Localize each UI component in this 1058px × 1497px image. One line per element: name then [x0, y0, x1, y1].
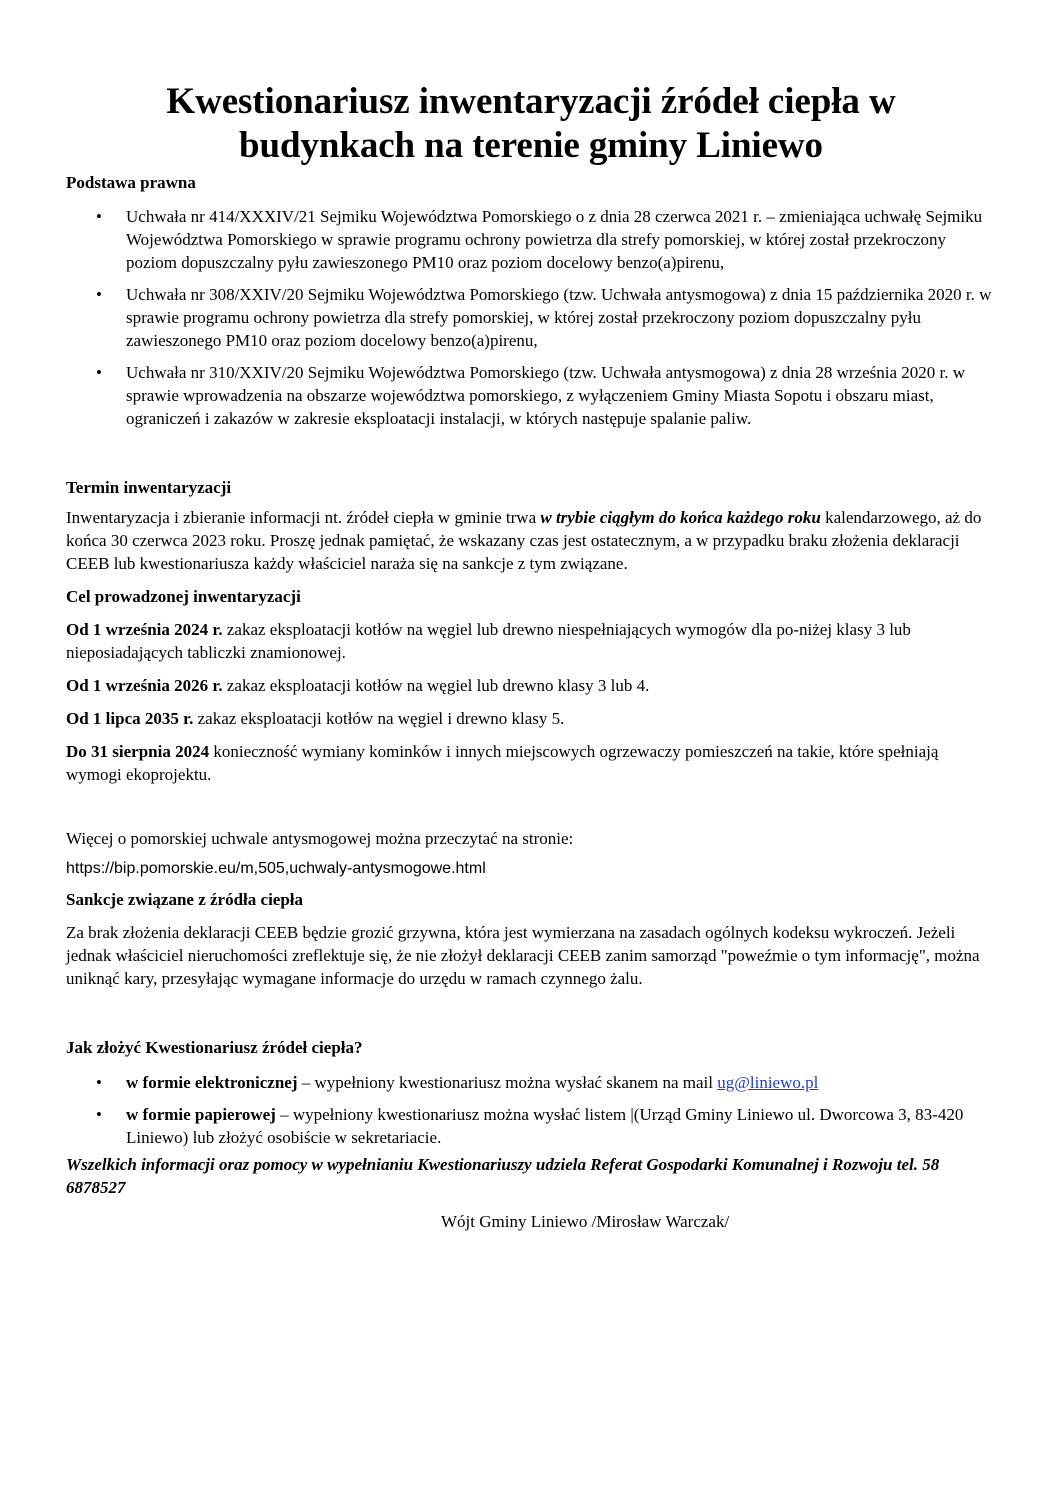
list-item: • Uchwała nr 310/XXIV/20 Sejmiku Województwa Pomorskiego (tzw. Uchwała antysmogowa) z dnia 28 września 2020 r. w sprawie wprowadzenia na obszarze województwa pomorskiego, z wyłączeniem Gminy Miasta Sopotu i obszaru miast, ograniczeń i zakazów w zakresie eksploatacji instalacji, w których następuje spalanie paliw.	[96, 363, 966, 428]
goal-heading: Cel prowadzonej inwentaryzacji	[66, 587, 301, 606]
term-paragraph: Inwentaryzacja i zbieranie informacji nt. źródeł ciepła w gminie trwa w trybie ciągłym do końca każdego roku kalendarzowego, aż do końca 30 czerwca 2023 roku. Proszę jednak pamiętać, że wskazany czas jest ostatecznym, a w przypadku braku złożenia deklaracji CEEB lub kwestionariusza każdy właściciel naraża się na sankcje z tym związane.	[66, 508, 982, 573]
goal-item: Od 1 lipca 2035 r. zakaz eksploatacji kotłów na węgiel i drewno klasy 5.	[66, 709, 565, 728]
legal-basis-list	[66, 205, 996, 430]
document-page	[66, 80, 996, 1233]
goal-item: Do 31 sierpnia 2024 konieczność wymiany kominków i innych miejscowych ogrzewaczy pomieszczeń na takie, które spełniają wymogi ekoprojektu.	[66, 742, 939, 784]
term-heading: Termin inwentaryzacji	[66, 478, 232, 497]
bullet-icon: •	[96, 1073, 102, 1092]
howto-heading: Jak złożyć Kwestionariusz źródeł ciepła?	[66, 1038, 363, 1057]
howto-list	[66, 1071, 996, 1149]
list-item: • w formie elektronicznej – wypełniony kwestionariusz można wysłać skanem na mail ug@liniewo.pl	[96, 1073, 819, 1092]
sanctions-paragraph: Za brak złożenia deklaracji CEEB będzie grozić grzywna, która jest wymierzana na zasadach ogólnych kodeksu wykroczeń. Jeżeli jednak właściciel nieruchomości zreflektuje się, że nie złożył deklaracji CEEB zanim samorząd "poweźmie o tym informację", można uniknąć kary, przesyłając wymagane informacje do urzędu w ramach czynnego żalu.	[66, 923, 980, 988]
goal-item: Od 1 września 2024 r. zakaz eksploatacji kotłów na węgiel lub drewno niespełniających wymogów dla po-niżej klasy 3 lub nieposiadających tabliczki znamionowej.	[66, 620, 911, 662]
list-item: • Uchwała nr 414/XXXIV/21 Sejmiku Województwa Pomorskiego o z dnia 28 czerwca 2021 r. – zmieniająca uchwałę Sejmiku Województwa Pomorskiego w sprawie programu ochrony powietrza dla strefy pomorskiej, w której został przekroczony poziom dopuszczalny pyłu zawieszonego PM10 oraz poziom docelowy benzo(a)pirenu,	[96, 207, 983, 272]
resolution-url-link[interactable]: https://bip.pomorskie.eu/m,505,uchwaly-antysmogowe.html	[66, 860, 486, 877]
title-line-1: Kwestionariusz inwentaryzacji źródeł ciepła w	[166, 81, 896, 122]
bullet-icon: •	[96, 1105, 102, 1124]
bullet-icon: •	[96, 363, 102, 382]
email-link[interactable]: ug@liniewo.pl	[717, 1073, 819, 1092]
sanctions-heading: Sankcje związane z źródła ciepła	[66, 890, 304, 909]
goal-item: Od 1 września 2026 r. zakaz eksploatacji kotłów na węgiel lub drewno klasy 3 lub 4.	[66, 676, 650, 695]
more-info-text: Więcej o pomorskiej uchwale antysmogowej można przeczytać na stronie:	[66, 829, 574, 848]
title-line-2: budynkach na terenie gminy Liniewo	[239, 125, 823, 166]
list-item: • w formie papierowej – wypełniony kwestionariusz można wysłać listem |(Urząd Gminy Liniewo ul. Dworcowa 3, 83-420 Liniewo) lub złożyć osobiście w sekretariacie.	[96, 1105, 964, 1147]
bullet-icon: •	[96, 285, 102, 304]
term-emphasis: w trybie ciągłym do końca każdego roku	[540, 508, 821, 527]
document-title	[66, 80, 996, 168]
bullet-icon: •	[96, 207, 102, 226]
info-note: Wszelkich informacji oraz pomocy w wypełnianiu Kwestionariuszy udziela Referat Gospodarki Komunalnej i Rozwoju tel. 58 6878527	[66, 1155, 940, 1197]
legal-basis-heading: Podstawa prawna	[66, 173, 196, 192]
signature: Wójt Gminy Liniewo /Mirosław Warczak/	[441, 1212, 730, 1231]
list-item: • Uchwała nr 308/XXIV/20 Sejmiku Województwa Pomorskiego (tzw. Uchwała antysmogowa) z dnia 15 października 2020 r. w sprawie programu ochrony powietrza dla strefy pomorskiej, w której został przekroczony poziom dopuszczalny pyłu zawieszonego PM10 oraz poziom docelowy benzo(a)pirenu,	[96, 285, 992, 350]
